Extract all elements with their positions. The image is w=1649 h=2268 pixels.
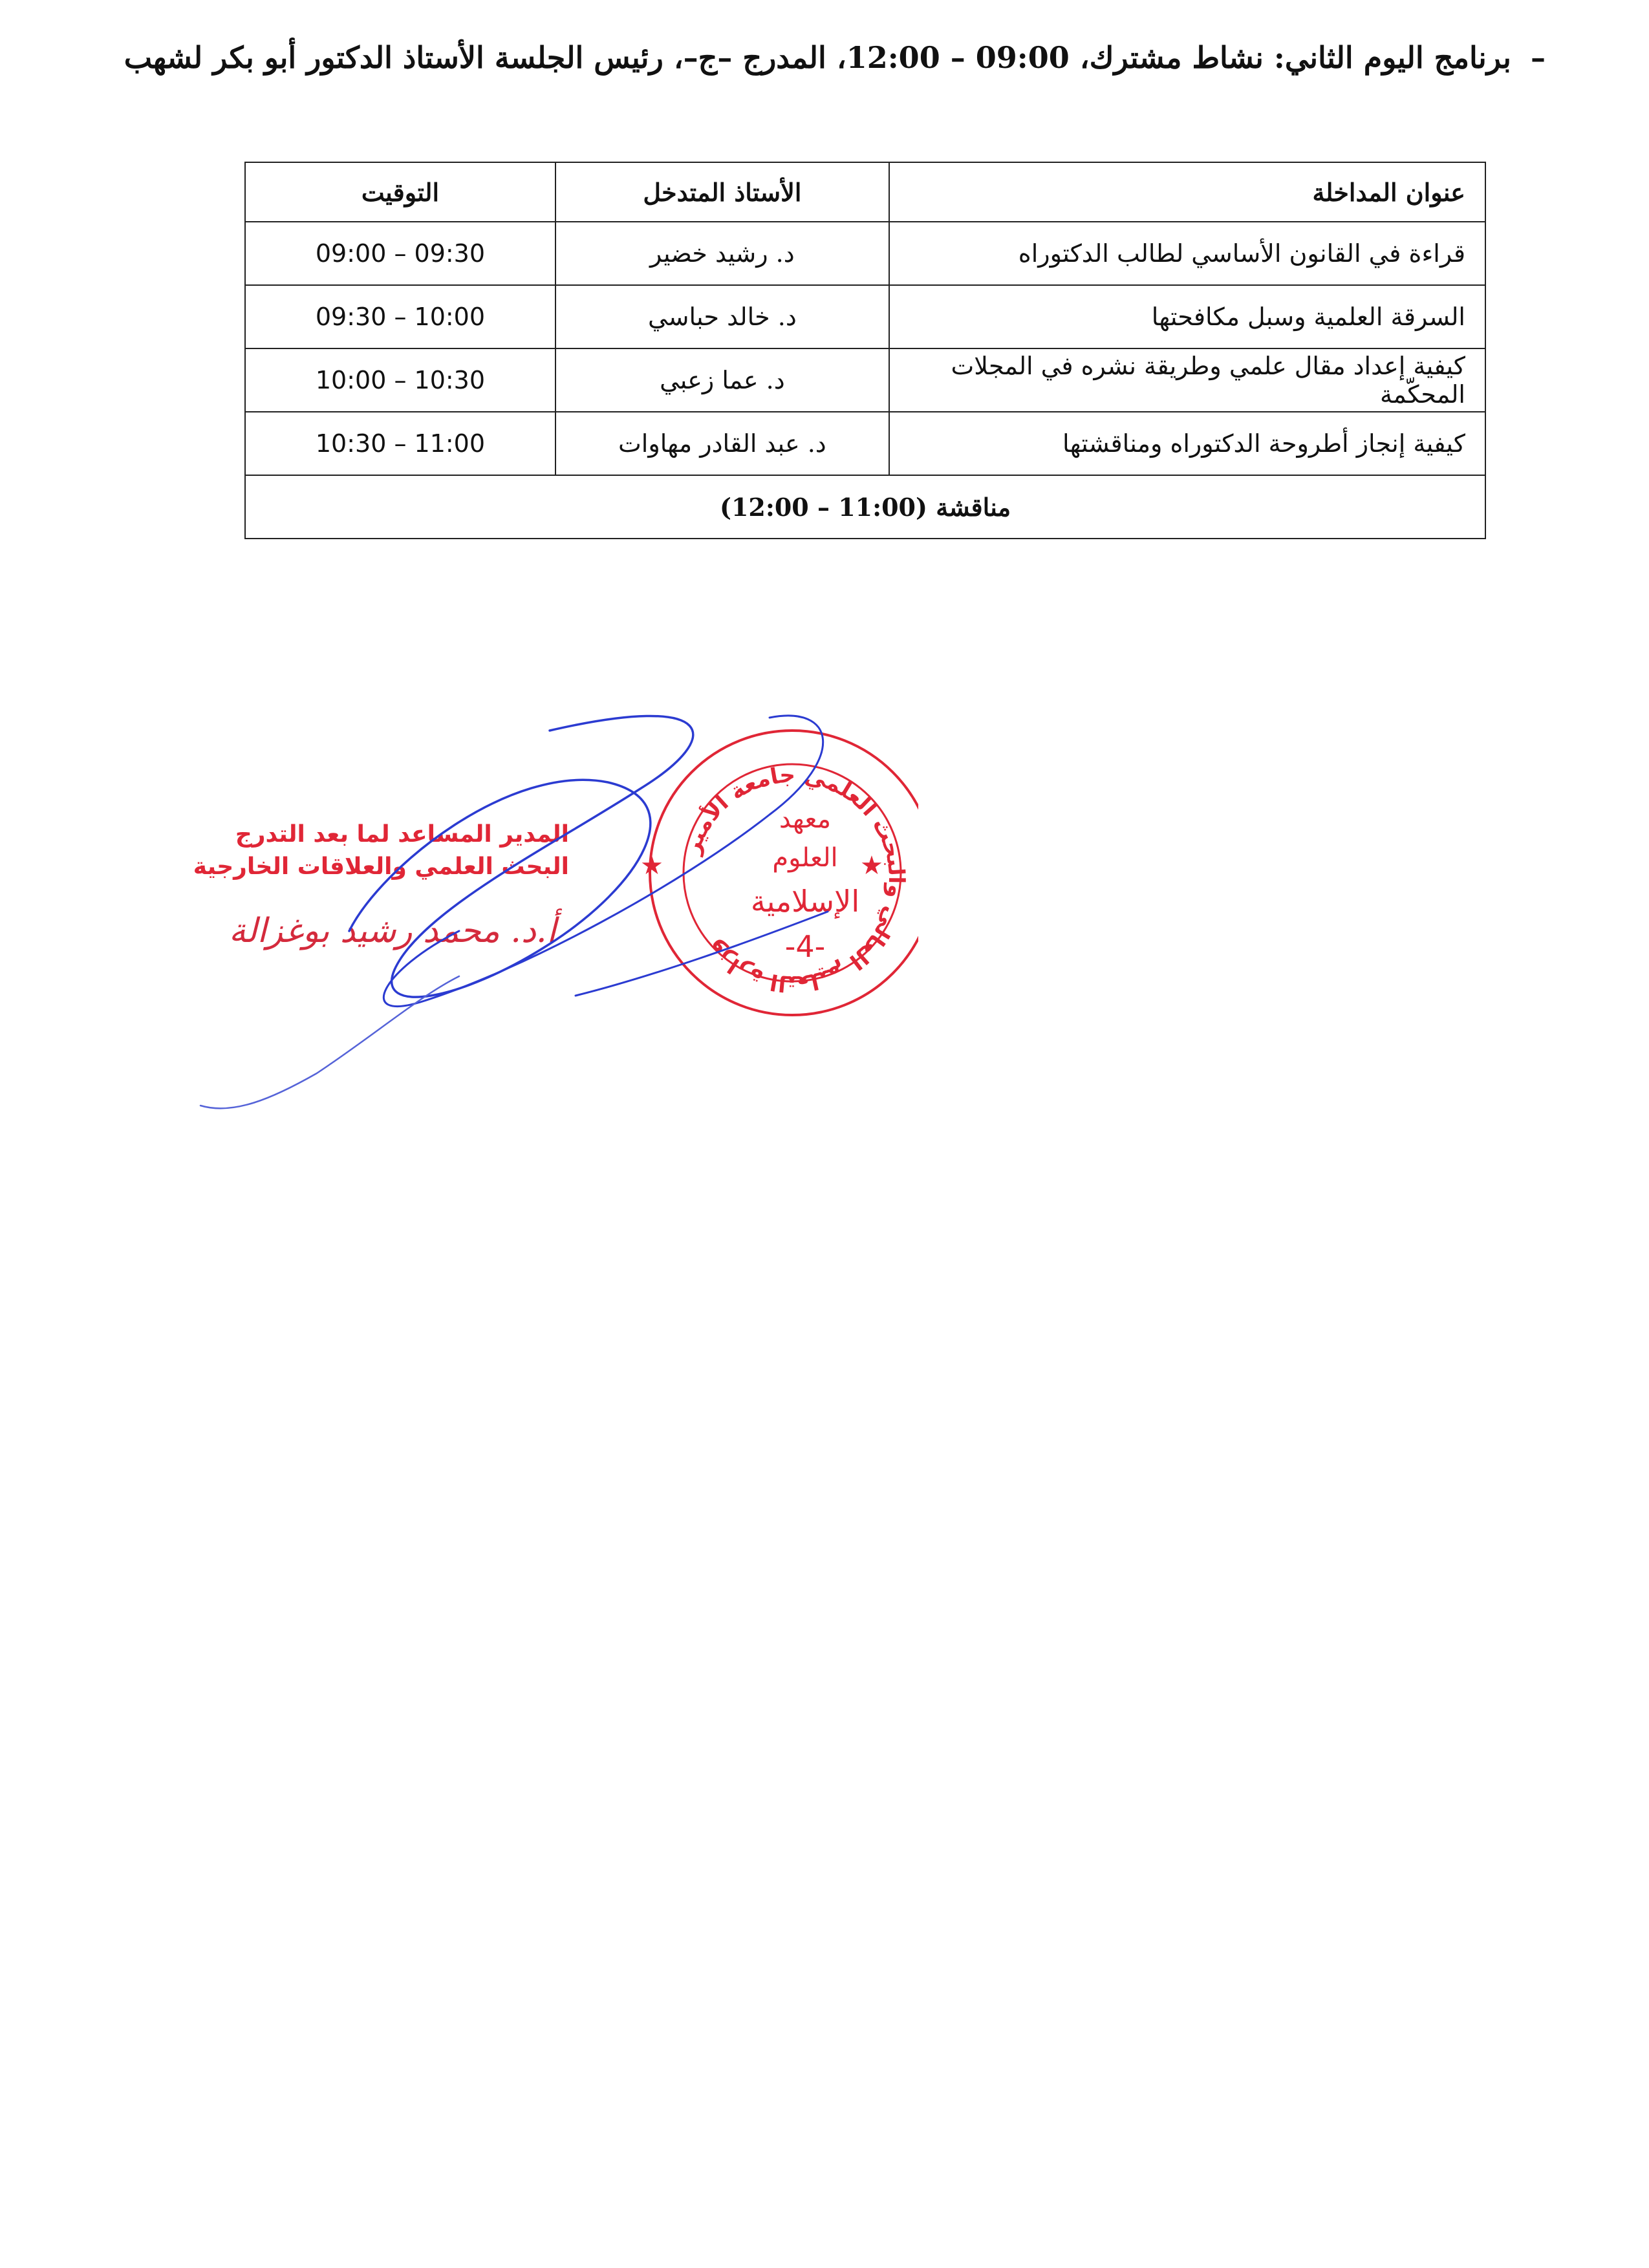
row-speaker: د. عما زعبي [555,348,889,412]
discussion-row [245,475,1485,539]
seal-line-2: العلوم [772,843,838,873]
director-title-line2: البحث العلمي والعلاقات الخارجية [193,853,569,880]
program-heading [124,40,1546,75]
row-speaker: د. خالد حباسي [555,285,889,348]
discussion-cell: مناقشة (11:00 – 12:00) [245,475,1485,539]
row-time: 09:00 – 09:30 [245,222,555,285]
stamp-signature-area [188,698,918,1138]
header-time: التوقيت [245,162,555,222]
director-name: أ.د. محمد رشيد بوغزالة [228,912,556,950]
table-header-row [245,162,1485,222]
header-speaker: الأستاذ المتدخل [555,162,889,222]
heading-dash: – [1531,40,1546,75]
row-speaker: د. عبد القادر مهاوات [555,412,889,475]
row-title: كيفية إعداد مقال علمي وطريقة نشره في المجلات المحكّمة [889,348,1485,412]
row-time: 09:30 – 10:00 [245,285,555,348]
heading-text: برنامج اليوم الثاني: نشاط مشترك، 09:00 – 12:00، المدرج –ج–، رئيس الجلسة الأستاذ الدكتور أبو بكر لشهب [124,40,1511,75]
star-icon: ★ [860,851,883,881]
seal-line-3: الإسلامية [750,884,860,919]
program-table [244,162,1486,539]
row-title: قراءة في القانون الأساسي لطالب الدكتوراه [889,222,1485,285]
table-row [245,412,1485,475]
seal-line-1: معهد [779,804,832,834]
star-icon: ★ [640,851,663,881]
row-title: السرقة العلمية وسبل مكافحتها [889,285,1485,348]
table-row [245,348,1485,412]
seal-line-4: -4- [784,929,826,964]
director-title-line1: المدير المساعد لما بعد التدرج [235,821,569,848]
signature-icon [188,698,918,1138]
row-time: 10:00 – 10:30 [245,348,555,412]
header-title: عنوان المداخلة [889,162,1485,222]
row-speaker: د. رشيد خضير [555,222,889,285]
table-row [245,222,1485,285]
row-title: كيفية إنجاز أطروحة الدكتوراه ومناقشتها [889,412,1485,475]
row-time: 10:30 – 11:00 [245,412,555,475]
table-row [245,285,1485,348]
seal-ring-text: وزارة التعليم العالي والبحث العلمي جامعة الأمير [678,762,910,997]
